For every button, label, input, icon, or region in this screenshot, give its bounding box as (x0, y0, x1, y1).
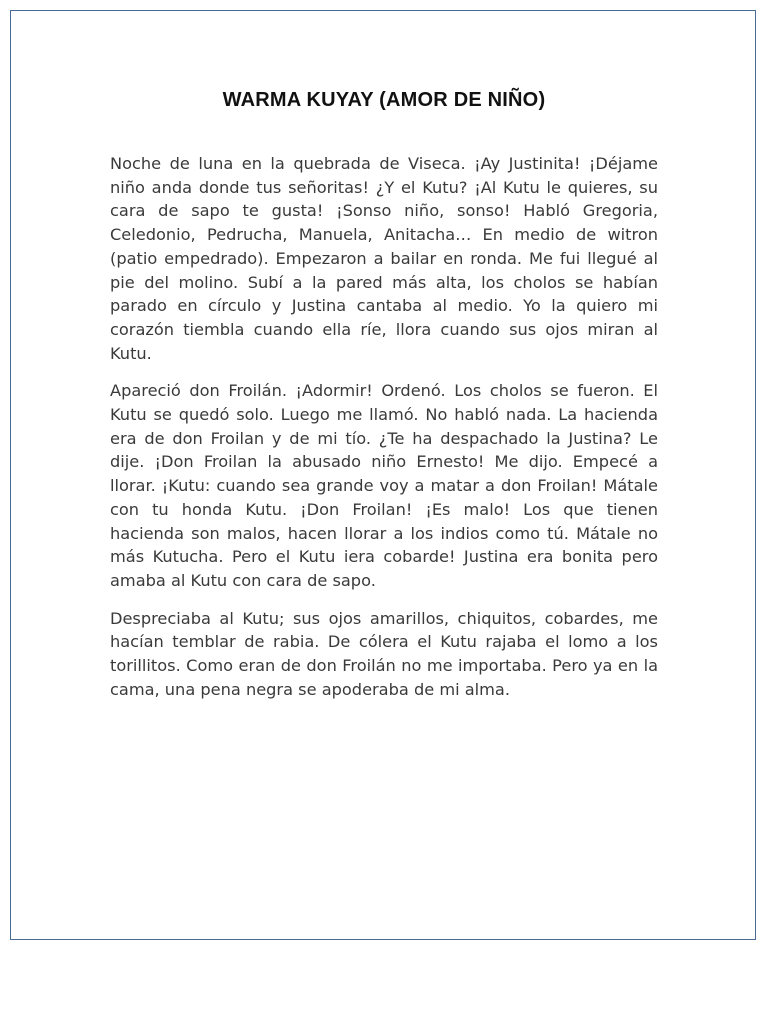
paragraph: Apareció don Froilán. ¡Adormir! Ordenó. Los cholos se fueron. El Kutu se quedó solo. Luego me llamó. No habló nada. La hacienda era de don Froilan y de mi tío. ¿Te ha despachado la Justina? Le dije. ¡Don Froilan la abusado niño Ernesto! Me dijo. Empecé a llorar. ¡Kutu: cuando sea grande voy a matar a don Froilan! Mátale con tu honda Kutu. ¡Don Froilan! ¡Es malo! Los que tienen hacienda son malos, hacen llorar a los indios como tú. Mátale no más Kutucha. Pero el Kutu iera cobarde! Justina era bonita pero amaba al Kutu con cara de sapo. (110, 381, 658, 590)
document-title: WARMA KUYAY (AMOR DE NIÑO) (222, 89, 546, 111)
paragraph: Noche de luna en la quebrada de Viseca. ¡Ay Justinita! ¡Déjame niño anda donde tus señoritas! ¿Y el Kutu? ¡Al Kutu le quieres, su cara de sapo te gusta! ¡Sonso niño, sonso! Habló Gregoria, Celedonio, Pedrucha, Manuela, Anitacha… En medio de witron (patio empedrado). Empezaron a bailar en ronda. Me fui llegué al pie del molino. Subí a la pared más alta, los cholos se habían parado en círculo y Justina cantaba al medio. Yo la quiero mi corazón tiembla cuando ella ríe, llora cuando sus ojos miran al Kutu. (110, 154, 658, 363)
paragraph: Despreciaba al Kutu; sus ojos amarillos, chiquitos, cobardes, me hacían temblar de rabia. De cólera el Kutu rajaba el lomo a los torillitos. Como eran de don Froilán no me importaba. Pero ya en la cama, una pena negra se apoderaba de mi alma. (110, 608, 658, 699)
document-body (110, 152, 658, 715)
